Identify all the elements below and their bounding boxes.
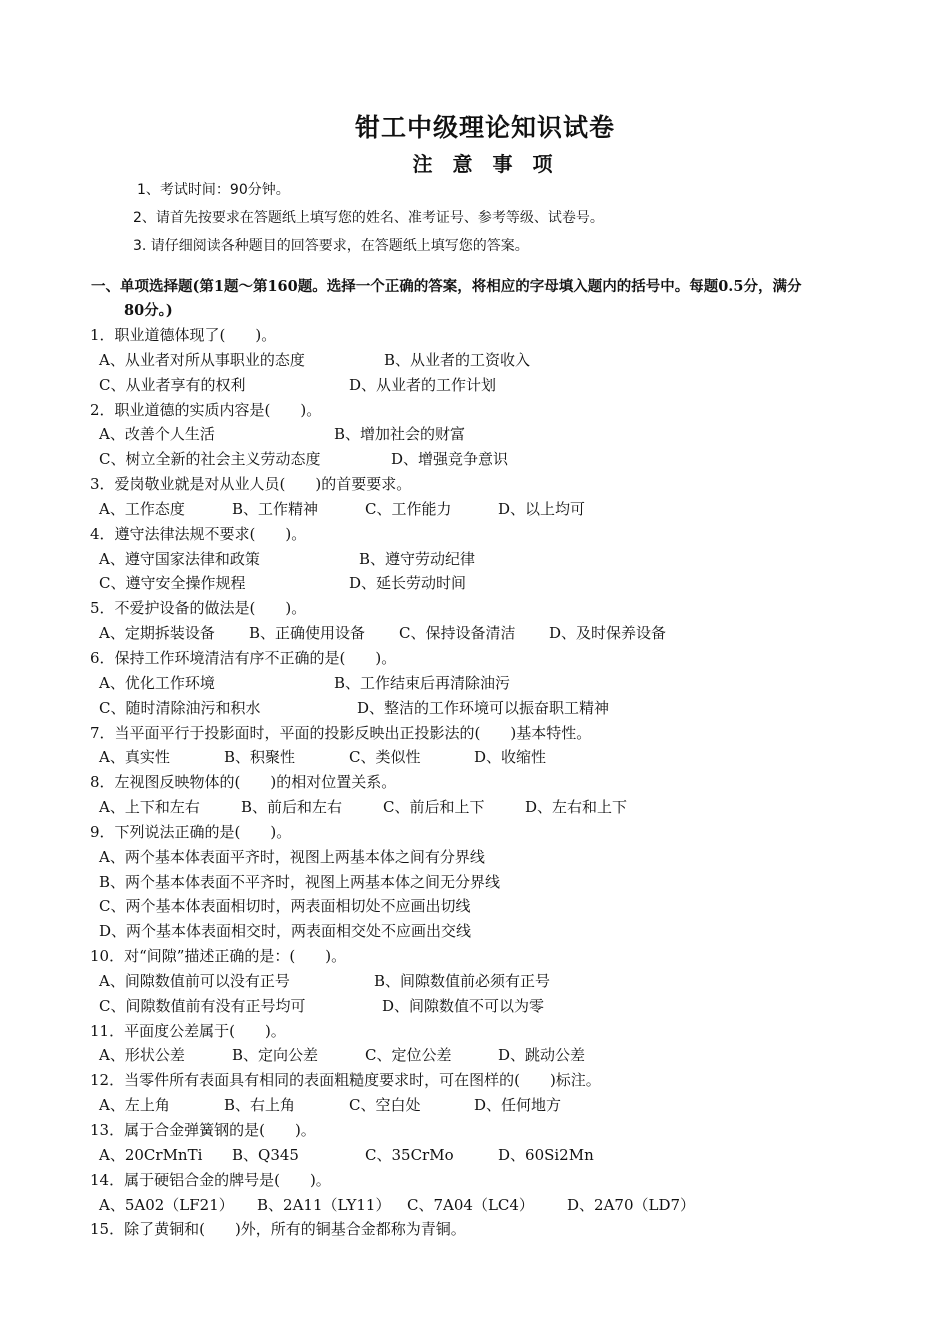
answer-option: D、延长劳动时间	[349, 574, 467, 593]
answer-option: A、工作态度	[99, 499, 185, 518]
answer-option: D、左右和上下	[525, 798, 628, 817]
answer-option: B、遵守劳动纪律	[359, 549, 476, 568]
answer-option: D、2A70（LD7）	[567, 1195, 696, 1214]
option-row	[90, 919, 695, 944]
answer-option: B、正确使用设备	[249, 624, 366, 643]
answer-option: D、及时保养设备	[549, 624, 667, 643]
option-row	[90, 894, 695, 919]
question-list	[90, 323, 695, 1242]
answer-option: A、形状公差	[99, 1046, 185, 1065]
question-text: 3．爱岗敬业就是对从业人员( )的首要要求。	[90, 475, 412, 494]
answer-option: D、增强竞争意识	[391, 450, 509, 469]
answer-option: C、保持设备清洁	[399, 624, 516, 643]
answer-option: B、从业者的工资收入	[384, 350, 531, 369]
answer-option: C、工作能力	[365, 499, 452, 518]
answer-option: A、从业者对所从事职业的态度	[99, 350, 305, 369]
notice-item: 1、考试时间：90分钟。	[137, 182, 290, 198]
option-row	[90, 373, 695, 398]
answer-option: C、随时清除油污和积水	[99, 698, 261, 717]
option-row	[90, 348, 695, 373]
answer-option: D、跳动公差	[498, 1046, 586, 1065]
option-row	[90, 845, 695, 870]
option-row	[90, 671, 695, 696]
answer-option: C、间隙数值前有没有正号均可	[99, 996, 306, 1015]
answer-option: C、树立全新的社会主义劳动态度	[99, 450, 321, 469]
question-text: 1．职业道德体现了( )。	[90, 326, 277, 344]
answer-option: B、前后和左右	[241, 798, 343, 817]
question-text: 9．下列说法正确的是( )。	[90, 822, 292, 841]
answer-option: C、两个基本体表面相切时，两表面相切处不应画出切线	[99, 897, 471, 916]
answer-option: B、Q345	[232, 1145, 299, 1164]
answer-option: C、前后和上下	[383, 798, 485, 817]
answer-option: D、从业者的工作计划	[349, 375, 497, 394]
answer-option: A、两个基本体表面平齐时，视图上两基本体之间有分界线	[99, 847, 485, 866]
section-heading	[91, 275, 891, 323]
question-text: 7．当平面平行于投影面时，平面的投影反映出正投影法的( )基本特性。	[90, 723, 592, 742]
option-row	[90, 621, 695, 646]
answer-option: C、35CrMo	[365, 1145, 454, 1164]
option-row	[90, 497, 695, 522]
answer-option: B、两个基本体表面不平齐时，视图上两基本体之间无分界线	[99, 872, 501, 891]
answer-option: D、整洁的工作环境可以振奋职工精神	[357, 698, 610, 717]
answer-option: B、工作精神	[232, 499, 319, 518]
question-text: 12．当零件所有表面具有相同的表面粗糙度要求时，可在图样的( )标注。	[90, 1071, 601, 1090]
answer-option: D、60Si2Mn	[498, 1145, 594, 1164]
question-text: 8．左视图反映物体的( )的相对位置关系。	[90, 773, 397, 792]
answer-option: A、上下和左右	[99, 798, 200, 817]
notice-item: 2、请首先按要求在答题纸上填写您的姓名、准考证号、参考等级、试卷号。	[133, 210, 604, 226]
question-text: 11．平面度公差属于( )。	[90, 1021, 286, 1040]
answer-option: B、积聚性	[224, 748, 296, 767]
question-text: 14．属于硬铝合金的牌号是( )。	[90, 1170, 331, 1189]
answer-option: B、右上角	[224, 1096, 296, 1115]
question-text: 2．职业道德的实质内容是( )。	[90, 400, 322, 419]
option-row	[90, 571, 695, 596]
option-row	[90, 1193, 695, 1218]
option-row	[90, 870, 695, 895]
option-row	[90, 1043, 695, 1068]
answer-option: A、改善个人生活	[99, 425, 215, 444]
answer-option: A、20CrMnTi	[99, 1145, 203, 1164]
option-row	[90, 969, 695, 994]
answer-option: C、空白处	[349, 1096, 421, 1115]
answer-option: A、优化工作环境	[99, 673, 215, 692]
answer-option: B、间隙数值前必须有正号	[374, 971, 551, 990]
answer-option: D、收缩性	[474, 748, 547, 767]
answer-option: D、以上均可	[498, 499, 586, 518]
section-heading-line: 一、单项选择题(第1题～第160题。选择一个正确的答案，将相应的字母填入题内的括号中。每题0.5分，满分	[91, 278, 802, 295]
answer-option: C、类似性	[349, 748, 421, 767]
question-text: 4．遵守法律法规不要求( )。	[90, 524, 307, 543]
question-text: 5．不爱护设备的做法是( )。	[90, 599, 307, 618]
answer-option: C、从业者享有的权利	[99, 375, 246, 394]
question-text: 10．对“间隙”描述正确的是：( )。	[90, 947, 347, 966]
answer-option: A、间隙数值前可以没有正号	[99, 971, 290, 990]
answer-option: C、定位公差	[365, 1046, 452, 1065]
answer-option: B、2A11（LY11）	[257, 1195, 391, 1214]
option-row	[90, 745, 695, 770]
answer-option: A、左上角	[99, 1096, 170, 1115]
answer-option: D、间隙数值不可以为零	[382, 996, 545, 1015]
option-row	[90, 422, 695, 447]
page-title: 钳工中级理论知识试卷	[354, 113, 615, 142]
answer-option: A、5A02（LF21）	[99, 1195, 234, 1214]
answer-option: B、增加社会的财富	[334, 425, 466, 444]
option-row	[90, 447, 695, 472]
option-row	[90, 1143, 695, 1168]
answer-option: A、定期拆装设备	[99, 624, 215, 643]
option-row	[90, 795, 695, 820]
answer-option: B、定向公差	[232, 1046, 319, 1065]
question-text: 15．除了黄铜和( )外，所有的铜基合金都称为青铜。	[90, 1220, 466, 1239]
answer-option: A、真实性	[99, 748, 170, 767]
notice-item: 3. 请仔细阅读各种题目的回答要求，在答题纸上填写您的答案。	[133, 238, 529, 254]
section-heading-line: 80分。)	[124, 302, 173, 319]
notice-list	[133, 176, 604, 260]
answer-option: D、任何地方	[474, 1096, 562, 1115]
answer-option: A、遵守国家法律和政策	[99, 549, 260, 568]
answer-option: D、两个基本体表面相交时，两表面相交处不应画出交线	[99, 922, 472, 941]
question-text: 13．属于合金弹簧钢的是( )。	[90, 1121, 316, 1139]
answer-option: C、7A04（LC4）	[407, 1195, 534, 1214]
answer-option: C、遵守安全操作规程	[99, 574, 246, 593]
question-text: 6．保持工作环境清洁有序不正确的是( )。	[90, 648, 397, 667]
option-row	[90, 547, 695, 572]
option-row	[90, 994, 695, 1019]
option-row	[90, 696, 695, 721]
answer-option: B、工作结束后再清除油污	[334, 673, 511, 692]
option-row	[90, 1093, 695, 1118]
notice-heading: 注 意 事 项	[412, 152, 553, 176]
